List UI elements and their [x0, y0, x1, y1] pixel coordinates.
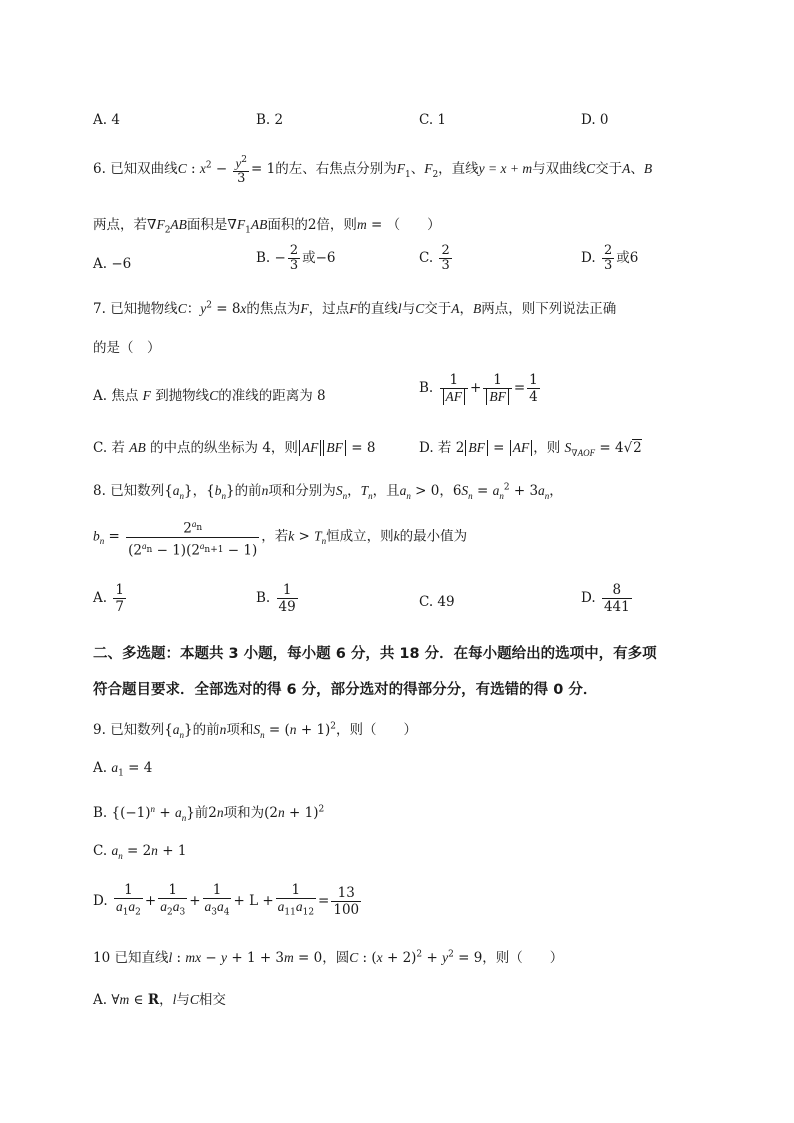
q6-fraction-y2-3: $\frac{y^2}{3}$: [235, 155, 247, 187]
q8-bn-fraction: $\frac{2^{a_n}}{(2^{a_n} - 1)(2^{a_{n+1}} - 1)}$: [126, 516, 259, 558]
q6-option-a: A. −6: [93, 256, 132, 272]
q6-stem-line2: 两点，若$\nabla F_2AB$面积是$\nabla F_1AB$面积的2倍，则m = （ ）: [93, 217, 441, 236]
q6-text-2: 的左、右焦点分别为: [275, 161, 397, 178]
q7-option-a: A. 焦点 F 到抛物线C的准线的距离为 8: [93, 388, 326, 404]
q7-stem-line2: 的是（ ）: [93, 340, 161, 356]
q6-option-c-fraction: $\frac{2}{3}$: [441, 243, 450, 273]
q6-number: 6.: [93, 161, 106, 178]
q10-option-a: A. ∀m ∈ R，l与C相交: [93, 992, 226, 1008]
q8-option-d: D. $\frac{8}{441}$: [581, 582, 630, 615]
q8-stem-line2: $b_n$ = $\frac{2^{a_n}}{(2^{a_n} - 1)(2^{a_{n+1}} - 1)}$ ，若$k > T_n$恒成立，则k的最小值为: [93, 516, 467, 558]
q9-stem: 9. 已知数列$\{a_n\}$的前n项和$S_n = (n + 1)^2$，则（ ）: [93, 721, 418, 740]
q7-stem-line1: 7. 已知抛物线C：$y^2 = 8x$的焦点为F，过点F的直线l与C交于A，B两点，则下列说法正确: [93, 300, 617, 317]
q6-curve-name: C: [177, 161, 187, 177]
q8-option-a: A. $\frac{1}{7}$: [93, 582, 124, 615]
q9-option-c: C. $a_n = 2n + 1$: [93, 843, 187, 861]
q8-stem-line1: 8. 已知数列$\{a_n\}$，$\{b_n\}$的前n项和分别为$S_n$，$T_n$，且$a_n > 0$，$6S_n = a_n^2 + 3a_n$，: [93, 482, 563, 501]
q5-option-a: A. 4: [93, 112, 120, 128]
q7-option-d: D. 若 2 BF = AF ，则 $S_{\nabla AOF} = 4√2$: [419, 440, 642, 459]
q5-option-c: C. 1: [419, 112, 447, 128]
q7-option-c: C. 若 AB 的中点的纵坐标为 4，则 AF BF = 8: [93, 440, 376, 456]
q5-option-b: B. 2: [256, 112, 284, 128]
q7-frac-bf: $\frac{1}{BF}$: [483, 372, 512, 405]
section2-header-line1: 二、多选题：本题共 3 小题，每小题 6 分，共 18 分．在每小题给出的选项中，有多项: [93, 646, 657, 662]
q8-option-c: C. 49: [419, 594, 455, 610]
q7-frac-af: $\frac{1}{AF}$: [440, 372, 469, 405]
q6-stem-line1: 6. 已知双曲线C : $x^2$ − $\frac{y^2}{3}$ = 1的左、右焦点分别为$F_1$、$F_2$，直线y = x + m与双曲线C交于A、B: [93, 155, 653, 187]
q8-option-b: B. $\frac{1}{49}$: [256, 582, 296, 615]
q7-frac-quarter: $\frac{1}{4}$: [529, 372, 538, 405]
q6-line-equation: y = x + m: [478, 161, 533, 177]
q6-option-c: C. $\frac{2}{3}$: [419, 243, 450, 273]
q5-option-d: D. 0: [581, 112, 609, 128]
q10-stem: 10 已知直线l : mx − y + 1 + 3m = 0，圆C : $(x + 2)^2 + y^2 = 9$，则（ ）: [93, 949, 564, 966]
section2-header-line2: 符合题目要求．全部选对的得 6 分，部分选对的得部分分，有选错的得 0 分．: [93, 682, 598, 698]
q9-option-b: B. $\{(-1)^n + a_n\}$前2n项和为$(2n + 1)^2$: [93, 803, 325, 823]
q6-option-b: B. − $\frac{2}{3}$ 或−6: [256, 243, 336, 273]
q6-option-b-fraction: $\frac{2}{3}$: [289, 243, 299, 273]
q6-option-d: D. $\frac{2}{3}$ 或6: [581, 243, 639, 273]
q6-option-d-fraction: $\frac{2}{3}$: [603, 243, 613, 273]
q6-text-1: 已知双曲线: [110, 161, 178, 178]
q9-option-d: D. $\frac{1}{a_1a_2}$ + $\frac{1}{a_2a_3}$ + $\frac{1}{a_3a_4}$ + L + $\frac{1}{a_{11}a_{12}}$ = $\frac{13}{100}$: [93, 882, 360, 918]
q9-option-a: A. $a_1 = 4$: [93, 760, 153, 779]
q7-option-b: B. $\frac{1}{AF}$ + $\frac{1}{BF}$ = $\frac{1}{4}$: [419, 372, 538, 405]
